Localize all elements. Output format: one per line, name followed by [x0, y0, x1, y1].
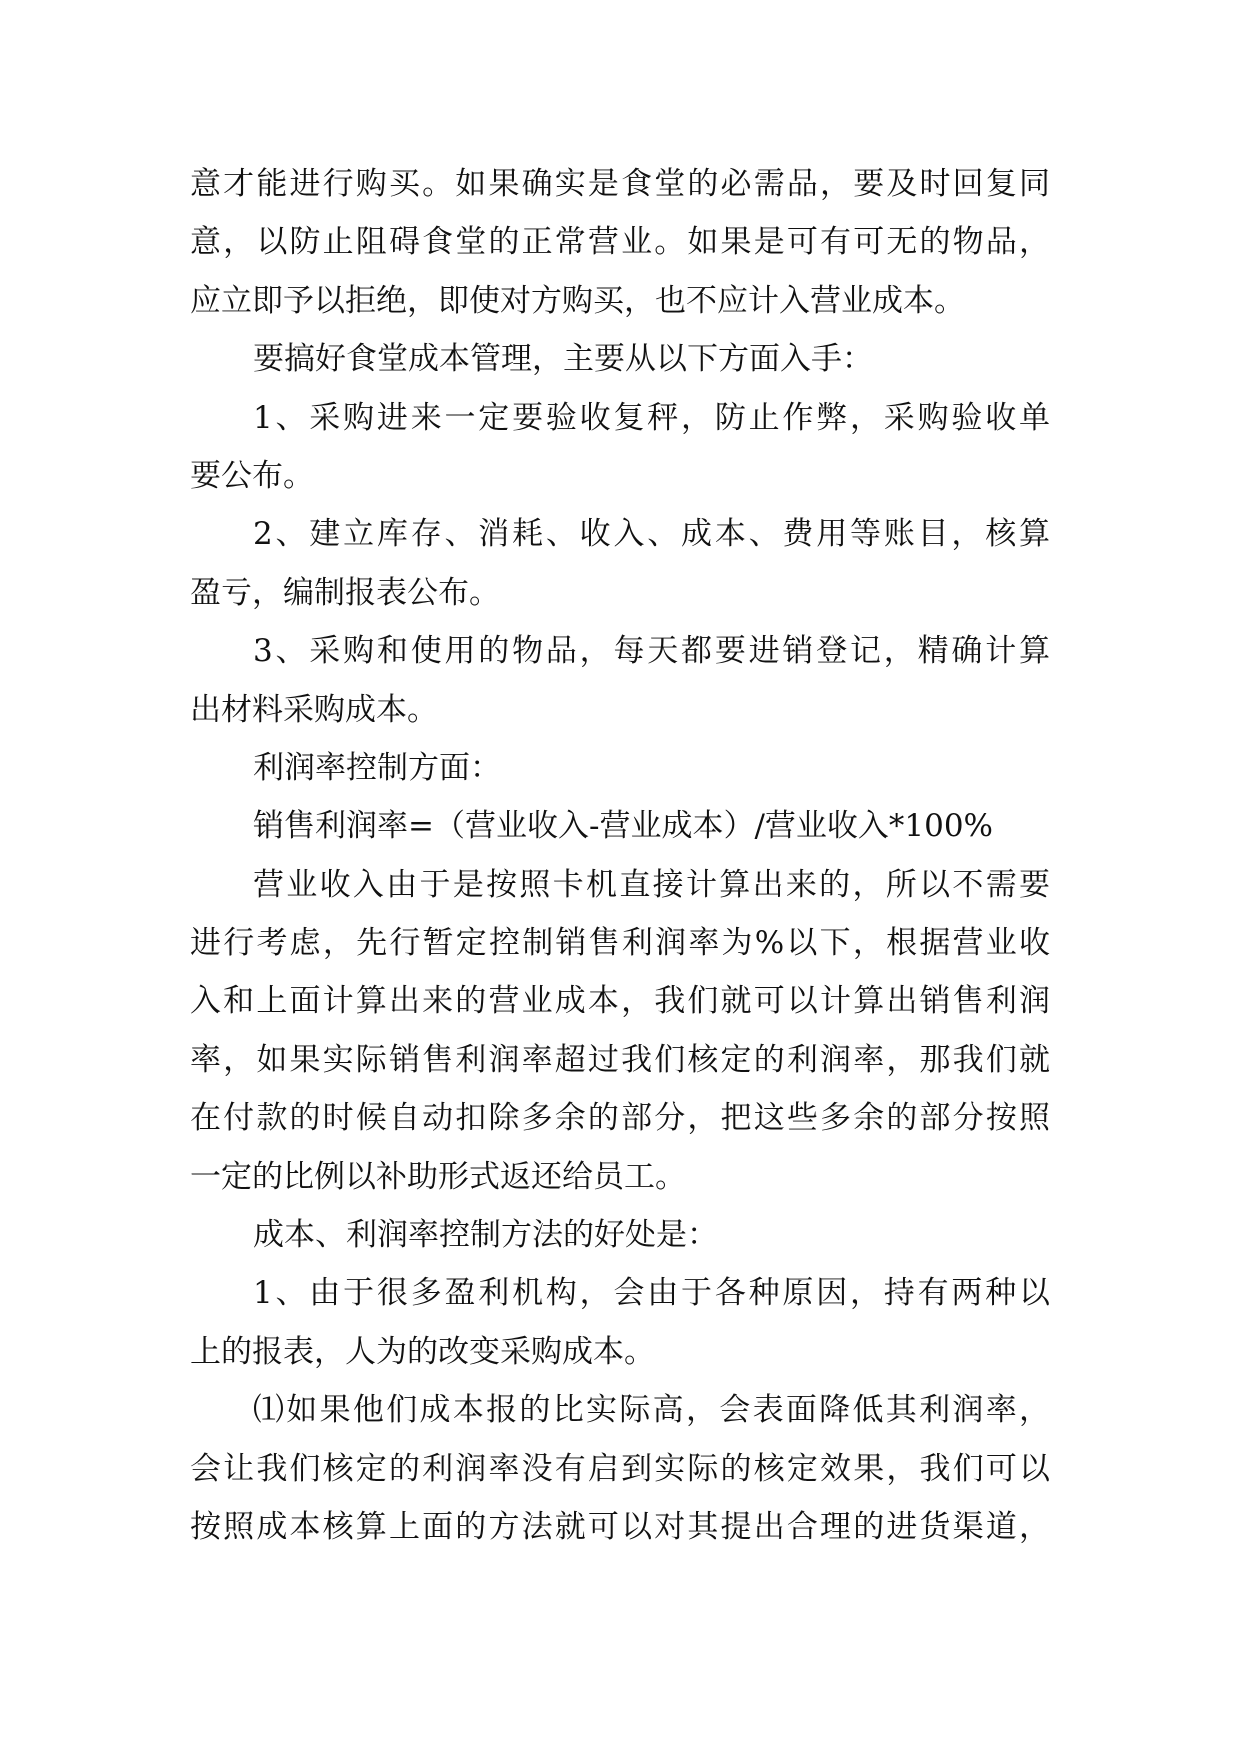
text-line: 销售利润率=（营业收入-营业成本）/营业收入*100%	[253, 808, 994, 845]
text-line: 入和上面计算出来的营业成本，我们就可以计算出销售利润	[190, 983, 1050, 1020]
text-line: 意，以防止阻碍食堂的正常营业。如果是可有可无的物品，	[190, 224, 1050, 261]
text-line: 会让我们核定的利润率没有启到实际的核定效果，我们可以	[190, 1450, 1050, 1487]
text-line: 率，如果实际销售利润率超过我们核定的利润率，那我们就	[190, 1041, 1050, 1078]
text-line: 意才能进行购买。如果确实是食堂的必需品，要及时回复同	[190, 166, 1050, 202]
text-line: 盈亏，编制报表公布。	[190, 574, 500, 611]
text-line: 要搞好食堂成本管理，主要从以下方面入手：	[253, 341, 873, 378]
text-line: 营业收入由于是按照卡机直接计算出来的，所以不需要	[253, 866, 1050, 903]
text-line: 上的报表，人为的改变采购成本。	[190, 1333, 655, 1370]
document-body	[190, 155, 1050, 1556]
text-line: 出材料采购成本。	[190, 691, 438, 728]
text-line: 1、采购进来一定要验收复秤，防止作弊，采购验收单	[253, 399, 1050, 436]
text-line: 在付款的时候自动扣除多余的部分，把这些多余的部分按照	[190, 1100, 1050, 1137]
text-line: 利润率控制方面：	[253, 749, 501, 786]
text-line: 一定的比例以补助形式返还给员工。	[190, 1158, 686, 1195]
text-line: 按照成本核算上面的方法就可以对其提出合理的进货渠道，	[190, 1508, 1050, 1545]
text-line: 3、采购和使用的物品，每天都要进销登记，精确计算	[253, 633, 1050, 670]
text-line: 2、建立库存、消耗、收入、成本、费用等账目，核算	[253, 516, 1050, 553]
text-line: 1、由于很多盈利机构，会由于各种原因，持有两种以	[253, 1275, 1050, 1312]
text-line: ⑴如果他们成本报的比实际高，会表面降低其利润率，	[253, 1392, 1050, 1429]
text-line: 应立即予以拒绝，即使对方购买，也不应计入营业成本。	[190, 282, 965, 319]
text-line: 进行考虑，先行暂定控制销售利润率为%以下，根据营业收	[190, 925, 1050, 962]
text-line: 成本、利润率控制方法的好处是：	[253, 1217, 718, 1254]
text-line: 要公布。	[190, 457, 314, 494]
